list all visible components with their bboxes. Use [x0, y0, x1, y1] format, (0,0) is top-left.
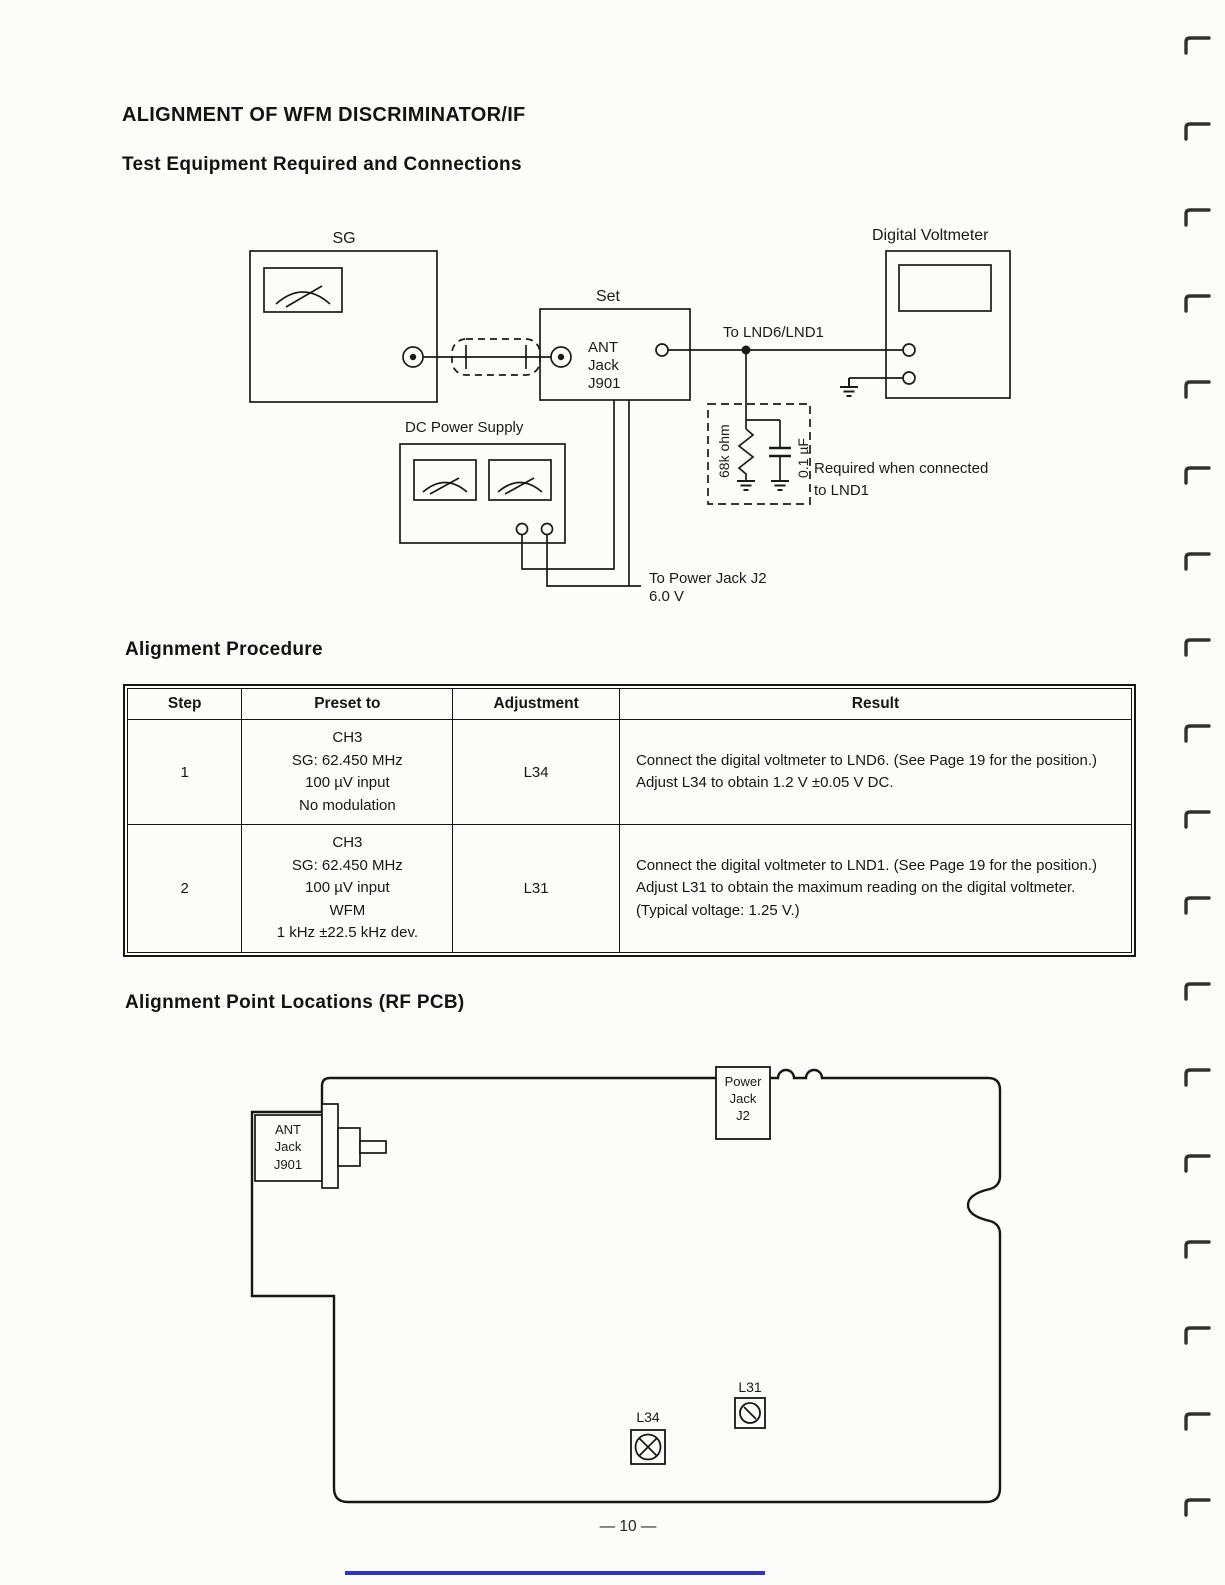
section-heading-procedure: Alignment Procedure	[125, 639, 323, 660]
signal-generator	[250, 230, 437, 402]
l34-label: L34	[636, 1409, 660, 1425]
ant-jack-label-line2: Jack	[588, 357, 619, 374]
procedure-row-1	[128, 720, 1132, 825]
page-number: — 10 —	[599, 1518, 657, 1535]
voltmeter-terminal-1-icon	[903, 344, 915, 356]
coax-cable	[423, 339, 551, 375]
page-title: ALIGNMENT OF WFM DISCRIMINATOR/IF	[122, 104, 526, 126]
required-note-line1: Required when connected	[814, 460, 989, 477]
col-header-result: Result	[619, 689, 1131, 720]
sg-meter	[264, 268, 342, 312]
blue-underline-artifact	[345, 1571, 765, 1575]
pcb-outline	[252, 1070, 1000, 1502]
ant-jack-barrel	[338, 1128, 360, 1166]
sg-label: SG	[332, 230, 356, 247]
sg-box	[250, 251, 437, 402]
to-lnd-label: To LND6/LND1	[723, 324, 824, 341]
dc-supply-box	[400, 444, 565, 543]
ant-jack-pin	[360, 1141, 386, 1153]
capacitor-label: 0.1 µF	[795, 438, 811, 478]
preset-line: 100 µV input	[305, 879, 390, 896]
step-cell: 2	[128, 825, 242, 953]
pcb-power-jack-line3: J2	[736, 1108, 750, 1123]
digital-voltmeter	[840, 227, 1010, 398]
l31-adjustment	[735, 1379, 765, 1428]
junction-dot	[742, 346, 751, 355]
result-cell: Connect the digital voltmeter to LND6. (See Page 19 for the position.) Adjust L34 to obtain 1.2 V ±0.05 V DC.	[619, 720, 1131, 825]
rc-network	[708, 404, 811, 504]
dc-power-supply	[400, 419, 565, 543]
set-label: Set	[595, 288, 621, 305]
col-header-adjustment: Adjustment	[453, 689, 620, 720]
pcb-ant-jack-line2: Jack	[274, 1139, 302, 1154]
resistor-icon	[739, 429, 753, 481]
preset-line: No modulation	[299, 796, 396, 814]
signal-wiring	[668, 324, 903, 429]
dc-meter-2	[489, 460, 551, 500]
preset-line: WFM	[329, 901, 366, 919]
step-cell: 1	[128, 720, 242, 825]
test-connection-diagram	[250, 227, 1010, 605]
set-under-test	[540, 288, 690, 400]
table-header-row	[128, 689, 1132, 720]
l34-adjustment	[631, 1409, 665, 1464]
ant-jack-label-line3: J901	[588, 375, 621, 392]
power-jack-voltage: 6.0 V	[649, 588, 685, 605]
pcb-power-jack-line1: Power	[724, 1074, 762, 1089]
sg-meter-needle	[286, 286, 322, 307]
ant-jack-assembly	[255, 1104, 386, 1188]
ant-jack-label-line1: ANT	[588, 339, 618, 356]
preset-line: 100 µV input	[305, 774, 390, 791]
l31-label: L31	[738, 1379, 762, 1395]
power-jack-j2	[716, 1067, 770, 1139]
voltmeter-label: Digital Voltmeter	[872, 227, 989, 244]
alignment-procedure-table	[123, 684, 1136, 957]
dc-meter-1	[414, 460, 476, 500]
dc-terminal-1-icon	[517, 524, 528, 535]
preset-line: SG: 62.450 MHz	[291, 856, 403, 874]
col-header-preset: Preset to	[242, 689, 453, 720]
pcb-ant-jack-line3: J901	[273, 1157, 303, 1172]
preset-line: SG: 62.450 MHz	[291, 751, 403, 769]
adjustment-cell: L31	[453, 825, 620, 953]
resistor-label: 68k ohm	[716, 424, 732, 478]
procedure-row-2	[128, 825, 1132, 953]
dc-terminal-2-icon	[542, 524, 553, 535]
preset-line: CH3	[332, 729, 363, 746]
ground-symbol-icon	[840, 378, 858, 396]
col-header-step: Step	[128, 689, 242, 720]
preset-line: CH3	[332, 834, 363, 851]
voltmeter-terminal-2-icon	[903, 372, 915, 384]
binder-marks	[1186, 38, 1209, 1515]
adjustment-cell: L34	[453, 720, 620, 825]
pcb-diagram	[252, 1067, 1000, 1502]
section-heading-connections: Test Equipment Required and Connections	[122, 154, 522, 175]
section-heading-locations: Alignment Point Locations (RF PCB)	[125, 992, 465, 1013]
power-jack-wire-label: To Power Jack J2	[649, 570, 767, 587]
set-output-terminal-icon	[656, 344, 668, 356]
pcb-ant-jack-line1: ANT	[275, 1122, 301, 1137]
ant-jack-flange	[322, 1104, 338, 1188]
voltmeter-display	[899, 265, 991, 311]
preset-line: 1 kHz ±22.5 kHz dev.	[276, 924, 419, 941]
pcb-power-jack-line2: Jack	[729, 1091, 757, 1106]
capacitor-ground-icon	[771, 481, 789, 490]
preset-cell	[242, 720, 453, 825]
result-cell: Connect the digital voltmeter to LND1. (See Page 19 for the position.) Adjust L31 to obtain the maximum reading on the digital voltmeter. (Typical voltage: 1.25 V.)	[619, 825, 1131, 953]
required-note-line2: to LND1	[814, 482, 870, 499]
resistor-ground-icon	[737, 481, 755, 490]
dc-supply-label: DC Power Supply	[405, 419, 524, 436]
preset-cell	[242, 825, 453, 953]
